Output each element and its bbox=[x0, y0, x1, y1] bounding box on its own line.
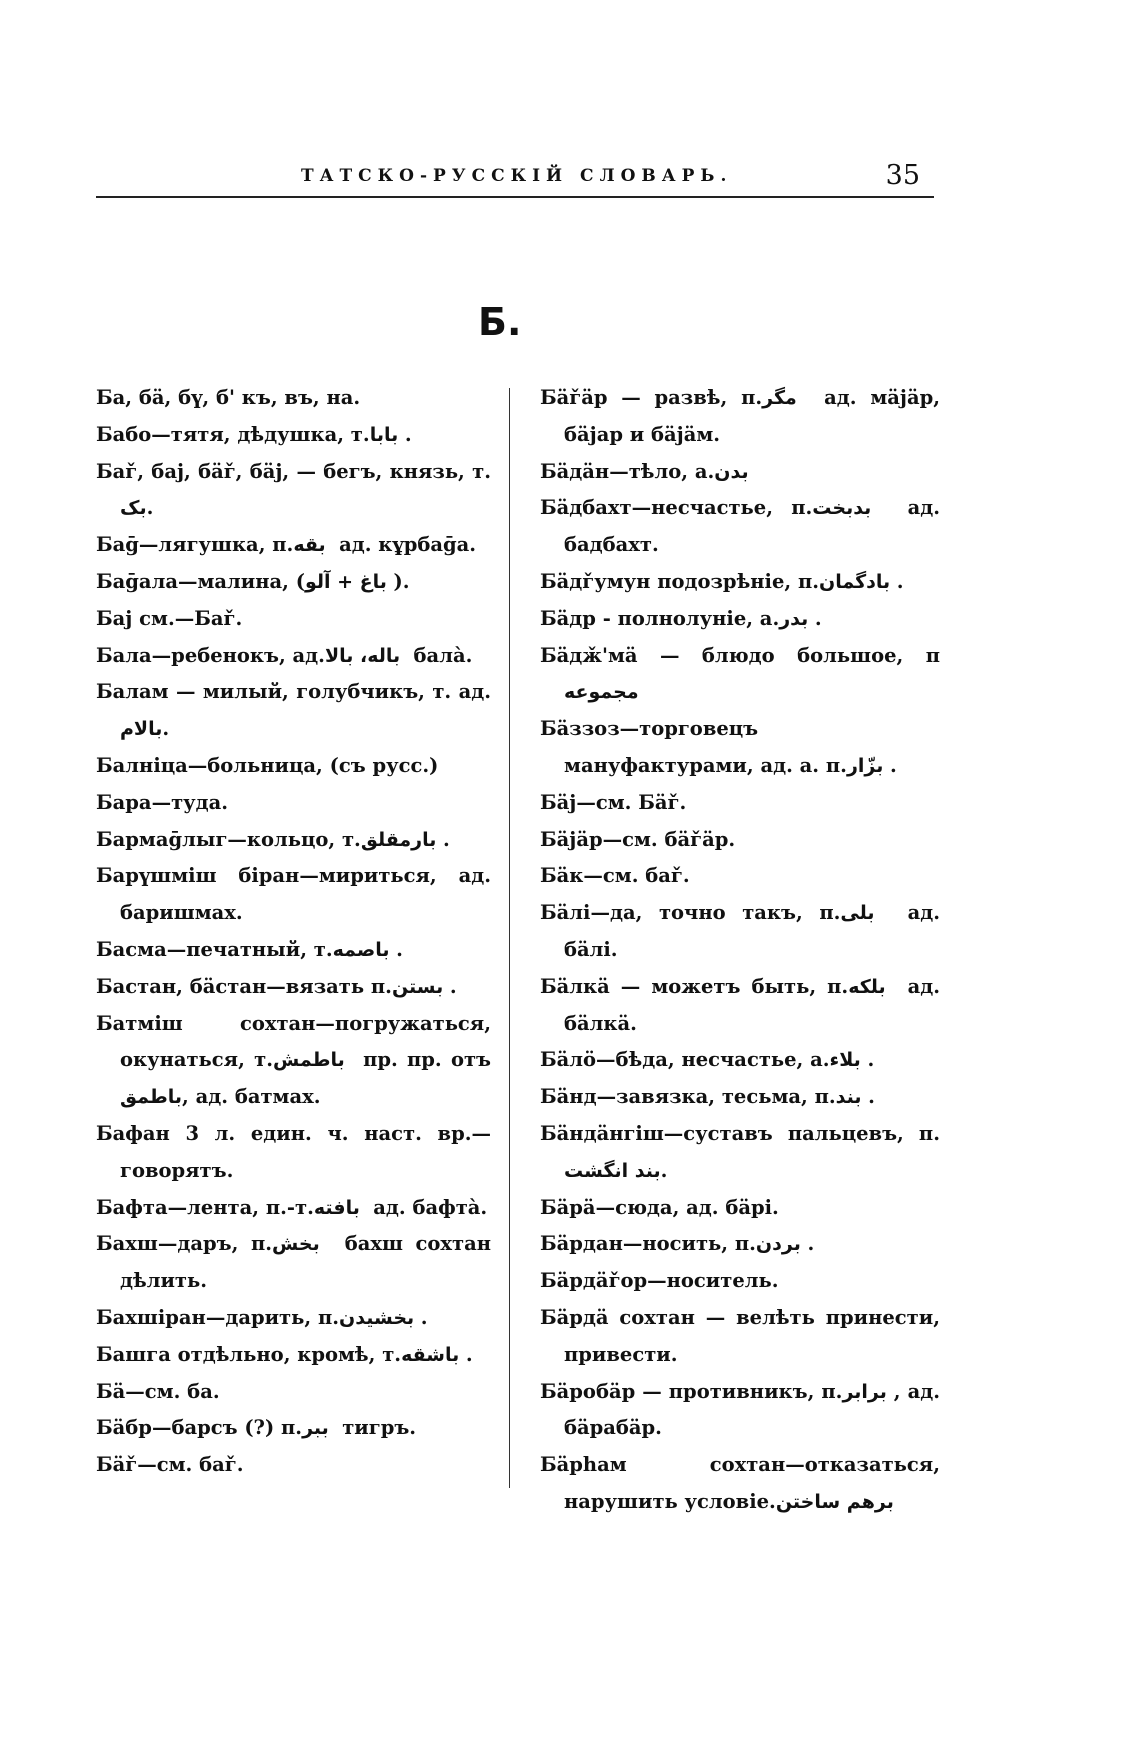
entry-tail: . bbox=[896, 569, 904, 593]
dictionary-entry bbox=[540, 380, 940, 454]
entry-tail: . bbox=[162, 717, 170, 741]
arabic-script: بادگمان bbox=[819, 570, 897, 593]
entry-text: Бафан 3 л. един. ч. наст. вр.—говорятъ. bbox=[96, 1121, 491, 1182]
entry-text: Бäрä—сюда, ад. бäрі. bbox=[540, 1195, 779, 1219]
dictionary-entry bbox=[96, 1190, 491, 1227]
dictionary-entry bbox=[540, 1300, 940, 1374]
dictionary-entry bbox=[540, 1190, 940, 1227]
dictionary-entry bbox=[96, 1337, 491, 1374]
entry-tail: тигръ. bbox=[335, 1416, 417, 1440]
dictionary-entry bbox=[96, 564, 491, 601]
dictionary-entry bbox=[96, 858, 491, 932]
entry-text: Бäрдан—носить, п. bbox=[540, 1232, 756, 1256]
dictionary-entry bbox=[96, 417, 491, 454]
arabic-script: باصمه bbox=[332, 938, 397, 961]
entry-tail: ). bbox=[393, 569, 410, 593]
dictionary-entry bbox=[96, 969, 491, 1006]
dictionary-entry bbox=[96, 785, 491, 822]
entry-text: Бäрhам сохтан—отказаться, нарушить условіе. bbox=[540, 1453, 940, 1513]
entry-tail: пр. пр. отъ bbox=[353, 1048, 492, 1072]
dictionary-entry bbox=[540, 1263, 940, 1300]
entry-text: Бафта—лента, п.-т. bbox=[96, 1195, 314, 1219]
entry-text: Бäрдäг̌ор—носитель. bbox=[540, 1269, 779, 1293]
entry-text: Бäдр - полнолуніе, а. bbox=[540, 606, 780, 630]
arabic-script: بافته bbox=[313, 1196, 367, 1219]
running-title: ТАТСКО-РУССКІЙ СЛОВАРЬ. bbox=[301, 166, 733, 186]
dictionary-entry bbox=[96, 638, 491, 675]
running-header bbox=[96, 160, 934, 198]
right-column bbox=[540, 380, 940, 1521]
entry-text: Бала—ребенокъ, ад. bbox=[96, 643, 325, 667]
arabic-script: بخش bbox=[272, 1233, 333, 1256]
dictionary-entry bbox=[96, 454, 491, 528]
entry-text: Бäj—см. Бäг̌. bbox=[540, 790, 687, 814]
dictionary-entry bbox=[96, 748, 491, 785]
arabic-script: بابا bbox=[369, 423, 405, 446]
entry-text: Батміш сохтан—погружаться, окунаться, т. bbox=[96, 1011, 491, 1072]
dictionary-entry bbox=[540, 822, 940, 859]
entry-tail: . bbox=[868, 1085, 875, 1109]
dictionary-entry bbox=[96, 527, 491, 564]
entry-tail: ад. кұрбаḡа. bbox=[332, 533, 477, 557]
dictionary-entry bbox=[540, 969, 940, 1043]
dictionary-entry bbox=[96, 380, 491, 417]
entry-text: Басма—печатный, т. bbox=[96, 937, 333, 961]
page-number: 35 bbox=[885, 160, 920, 191]
arabic-script: مگر bbox=[762, 387, 811, 409]
entry-text: Ба, бä, бү, б' къ, въ, на. bbox=[96, 386, 361, 409]
arabic-script: باطمش bbox=[272, 1049, 354, 1072]
entry-tail: ад. бафтà. bbox=[366, 1195, 488, 1219]
arabic-script: بدبخت bbox=[812, 497, 890, 520]
entry-text: Бä—см. ба. bbox=[96, 1379, 220, 1403]
dictionary-entry bbox=[540, 1374, 940, 1448]
arabic-script: مجموعه bbox=[564, 681, 639, 704]
entry-tail: . bbox=[420, 1305, 428, 1329]
arabic-script: بزّار bbox=[846, 754, 890, 777]
arabic-script: باغ + آلو bbox=[304, 570, 394, 593]
dictionary-entry bbox=[540, 454, 940, 491]
arabic-script: بردن bbox=[755, 1233, 808, 1256]
entry-tail: . bbox=[465, 1342, 473, 1366]
arabic-script: برابر bbox=[842, 1380, 894, 1403]
arabic-script: برهم ساختن bbox=[775, 1490, 901, 1513]
entry-text: Бäззоз—торговецъ мануфактурами, ад. а. п. bbox=[540, 717, 847, 777]
dictionary-entry bbox=[540, 1447, 940, 1521]
entry-tail: . bbox=[660, 1158, 668, 1182]
entry-text: Бäндäнгіш—суставъ пальцевъ, п. bbox=[540, 1121, 940, 1145]
arabic-script: بند bbox=[835, 1086, 869, 1109]
dictionary-entry bbox=[540, 601, 940, 638]
entry-tail: . bbox=[814, 606, 822, 630]
arabic-script: باشقه bbox=[401, 1343, 466, 1366]
dictionary-entry bbox=[540, 895, 940, 969]
entry-tail: ад. бäлкä. bbox=[564, 974, 941, 1035]
section-letter: Б. bbox=[478, 300, 522, 344]
entry-text: Бäг̌—см. баг̌. bbox=[96, 1453, 244, 1477]
entry-text: Бäк—см. баг̌. bbox=[540, 864, 690, 888]
entry-text: Бäлі—да, точно такъ, п. bbox=[540, 901, 841, 925]
entry-text: Бäробäр — противникъ, п. bbox=[540, 1379, 843, 1403]
dictionary-entry bbox=[96, 1226, 491, 1300]
dictionary-entry bbox=[540, 490, 940, 564]
arabic-script: بخشيدن bbox=[339, 1306, 421, 1329]
dictionary-entry bbox=[540, 1226, 940, 1263]
entry-text: Бäг̌äр — развѣ, п. bbox=[540, 386, 763, 409]
left-column bbox=[96, 380, 491, 1484]
arabic-script: بقه bbox=[293, 534, 333, 557]
entry-tail: . bbox=[396, 937, 403, 961]
arabic-script: باطمق bbox=[120, 1086, 183, 1109]
entry-tail: , ад. батмах. bbox=[182, 1085, 321, 1109]
entry-tail: . bbox=[442, 827, 450, 851]
entry-text: Бастан, бäстан—вязать п. bbox=[96, 974, 392, 998]
arabic-script: باله، بالا bbox=[324, 644, 407, 667]
dictionary-entry bbox=[96, 1447, 491, 1484]
entry-text: Баj см.—Баг̌. bbox=[96, 606, 243, 630]
entry-tail: ад. мäjäр, бäjар и бäjäм. bbox=[564, 386, 941, 446]
entry-text: Бäлö—бѣда, несчастье, а. bbox=[540, 1048, 830, 1072]
dictionary-entry bbox=[540, 1079, 940, 1116]
dictionary-entry bbox=[96, 674, 491, 748]
arabic-script: بلاء bbox=[829, 1049, 868, 1072]
entry-tail: ад. бадбахт. bbox=[564, 496, 940, 557]
entry-text: Бабо—тятя, дѣдушка, т. bbox=[96, 422, 370, 446]
arabic-script: بلی bbox=[840, 902, 891, 925]
entry-text: Бäдäн—тѣло, а. bbox=[540, 459, 715, 483]
entry-text: Баг̌, бaj, бäг̌, бäj, — бегъ, князь, т. bbox=[96, 459, 491, 483]
entry-text: Бäдбахт—несчастье, п. bbox=[540, 496, 813, 520]
entry-text: Бахшіран—дарить, п. bbox=[96, 1305, 340, 1329]
entry-text: Балніца—больница, (съ русс.) bbox=[96, 753, 439, 777]
dictionary-entry bbox=[540, 1042, 940, 1079]
dictionary-entry bbox=[96, 932, 491, 969]
dictionary-entry bbox=[540, 1116, 940, 1190]
entry-text: Баḡ—лягушка, п. bbox=[96, 533, 294, 557]
entry-tail: балà. bbox=[406, 643, 473, 667]
arabic-script: بستن bbox=[391, 975, 450, 998]
dictionary-entry bbox=[96, 1300, 491, 1337]
entry-tail: . bbox=[404, 422, 412, 446]
entry-text: Бäдг̌умун подозрѣніе, п. bbox=[540, 569, 820, 593]
dictionary-entry bbox=[96, 1374, 491, 1411]
entry-tail: ад. бäлі. bbox=[564, 901, 940, 961]
dictionary-entry bbox=[540, 711, 940, 785]
entry-text: Барүшміш біран—мириться, ад. баришмах. bbox=[96, 864, 491, 925]
entry-text: Бäнд—завязка, тесьма, п. bbox=[540, 1085, 836, 1109]
entry-text: Бармаḡлыг—кольцо, т. bbox=[96, 827, 361, 851]
entry-text: Бахш—даръ, п. bbox=[96, 1232, 273, 1256]
arabic-script: بلکه bbox=[848, 975, 897, 998]
dictionary-entry bbox=[540, 564, 940, 601]
entry-text: Башга отдѣльно, кромѣ, т. bbox=[96, 1342, 402, 1366]
entry-text: Бäлкä — можетъ быть, п. bbox=[540, 974, 849, 998]
dictionary-entry bbox=[540, 638, 940, 712]
dictionary-entry bbox=[96, 601, 491, 638]
entry-tail: . bbox=[146, 496, 154, 520]
entry-text: Балам — милый, голубчикъ, т. ад. bbox=[96, 680, 491, 704]
arabic-script: ببر bbox=[302, 1417, 336, 1440]
entry-tail: . bbox=[807, 1232, 815, 1256]
entry-tail: . bbox=[449, 974, 457, 998]
dictionary-entry bbox=[96, 1006, 491, 1116]
column-divider bbox=[509, 388, 510, 1488]
entry-tail: бахш сохтан дѣлить. bbox=[120, 1232, 491, 1293]
arabic-script: بالام bbox=[120, 718, 163, 741]
dictionary-entry bbox=[540, 858, 940, 895]
entry-tail: . bbox=[889, 753, 897, 777]
entry-text: Бара—туда. bbox=[96, 790, 229, 814]
entry-tail: . bbox=[867, 1048, 875, 1072]
dictionary-entry bbox=[96, 1116, 491, 1190]
arabic-script: بک bbox=[120, 497, 147, 520]
arabic-script: بارمقلق bbox=[360, 828, 443, 851]
entry-text: Бäдж̌'мä — блюдо большое, п bbox=[540, 643, 940, 667]
entry-text: Бäjäр—см. бäг̌äр. bbox=[540, 827, 736, 851]
arabic-script: بدن bbox=[714, 460, 756, 483]
entry-tail: , ад. бäрабäр. bbox=[564, 1379, 941, 1440]
entry-text: Бäбр—барсъ (?) п. bbox=[96, 1416, 303, 1440]
dictionary-entry bbox=[96, 1410, 491, 1447]
entry-text: Баḡала—малина, ( bbox=[96, 569, 305, 593]
arabic-script: بدر bbox=[779, 607, 815, 630]
entry-text: Бäрдä сохтан — велѣть принести, привести. bbox=[540, 1305, 940, 1366]
arabic-script: بند انگشت bbox=[564, 1159, 661, 1182]
dictionary-entry bbox=[96, 822, 491, 859]
dictionary-entry bbox=[540, 785, 940, 822]
